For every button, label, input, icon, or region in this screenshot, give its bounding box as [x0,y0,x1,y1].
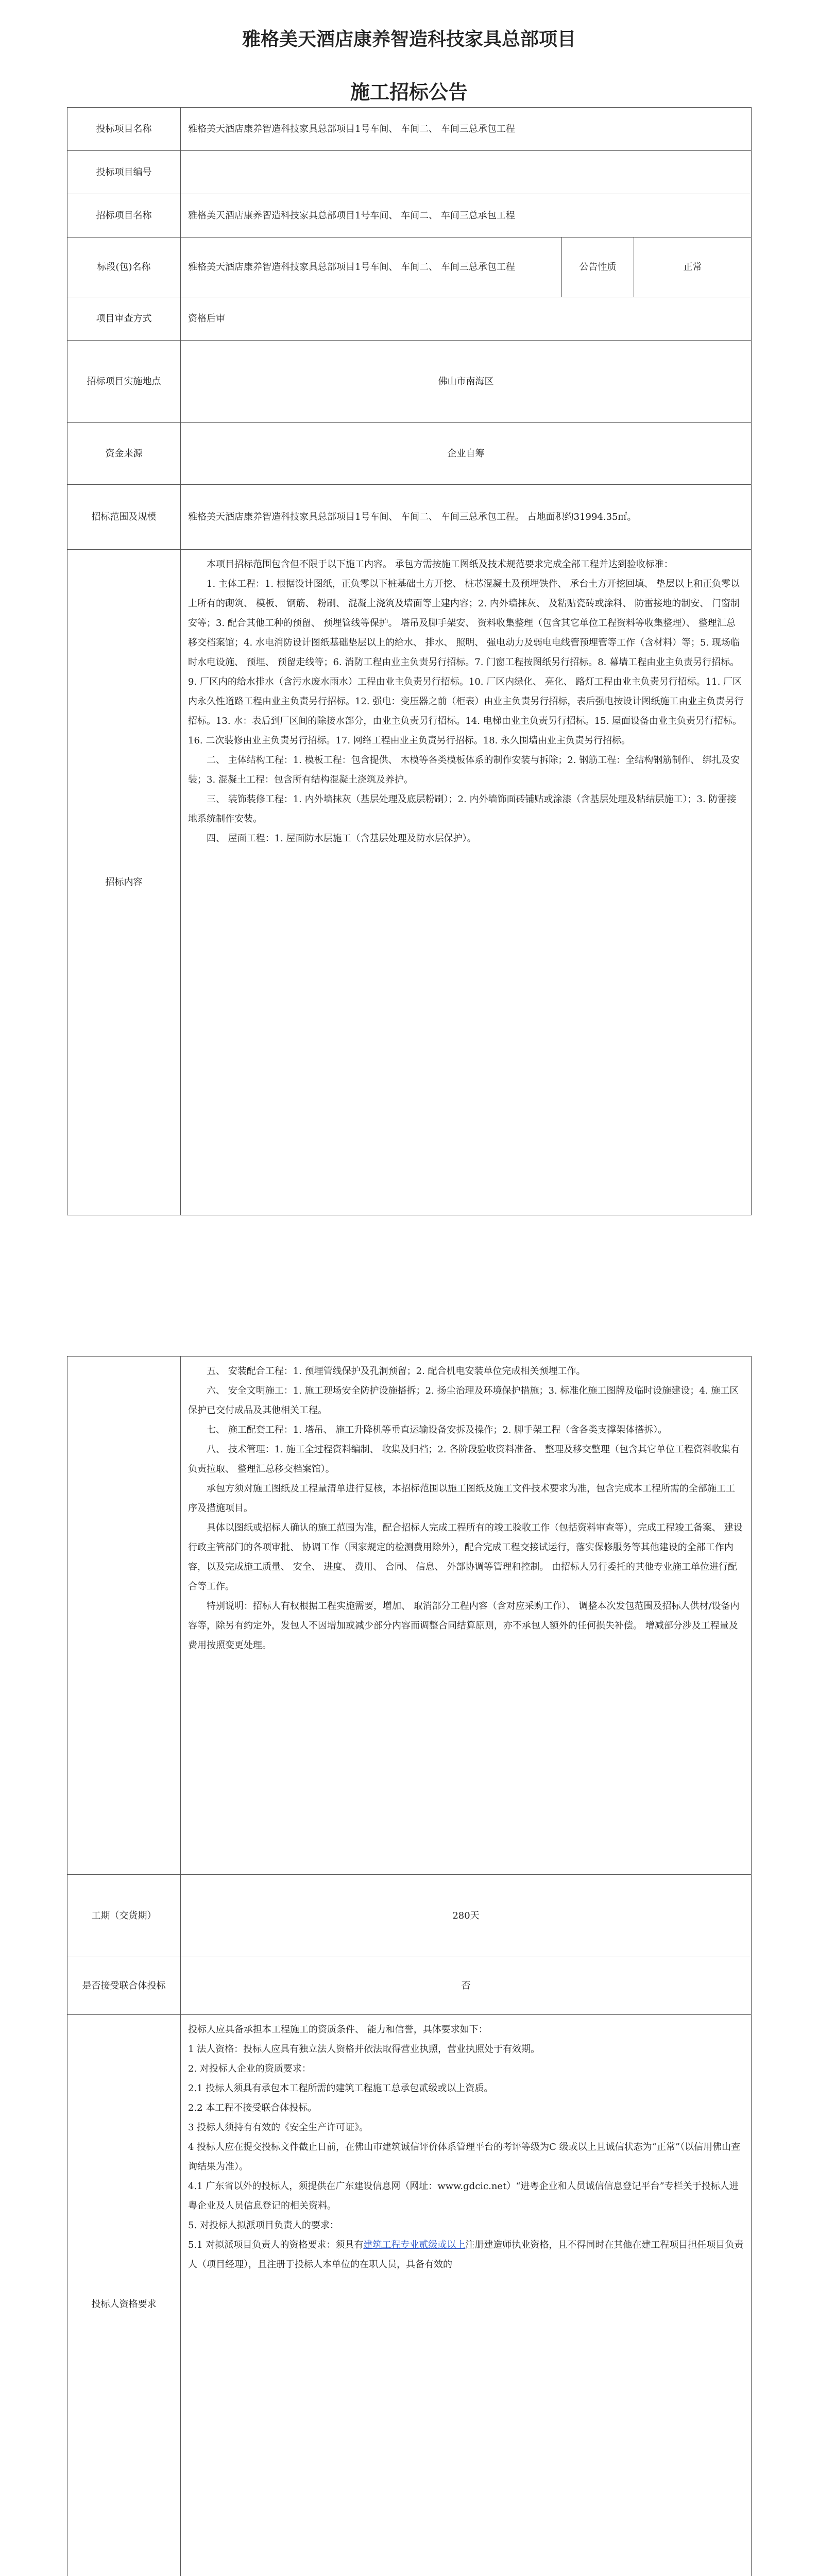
notice-nature: 正常 [634,238,752,297]
label-scope: 招标范围及规模 [67,485,181,550]
qual-para: 2.2 本工程不接受联合体投标。 [188,2103,317,2113]
label-funding: 资金来源 [67,423,181,485]
content-para: 承包方须对施工图纸及工程量清单进行复核，本招标范围以施工图纸及施工文件技术要求为准，包含完成本工程所需的全部施工工序及措施项目。 [188,1483,735,1514]
label-section-name: 招标项目名称 [67,194,181,238]
qualification-block-1 [181,2015,752,2576]
content-para: 八、 技术管理：1. 施工全过程资料编制、 收集及归档；2. 各阶段验收资料准备、 整理及移交整理（包含其它单位工程资料收集有负责拉取、 整理汇总移交档案馆）。 [188,1444,740,1475]
qual-text: 注册建造师执业资格，且不得同时在其他在建工程项目担任项目负责人（项目经理），且注册于投标人本单位的在职人员，具备有效的 [188,2240,744,2270]
content-para: 四、 屋面工程：1. 屋面防水层施工（含基层处理及防水层保护）。 [207,833,476,844]
content-para: 二、 主体结构工程：1. 模板工程：包含提供、 木模等各类模板体系的制作安装与拆除；2. 钢筋工程：全结构钢筋制作、 绑扎及安装；3. 混凝土工程：包含所有结构混凝土浇筑及养护。 [188,755,740,785]
label-project-code: 投标项目编号 [67,151,181,194]
funding: 企业自筹 [181,423,752,485]
label-approval: 项目审查方式 [67,297,181,341]
project-name: 雅格美天酒店康养智造科技家具总部项目1号车间、 车间二、 车间三总承包工程 [181,108,752,151]
content-para: 1. 主体工程：1. 根据设计图纸，正负零以下桩基础土方开挖、 桩芯混凝土及预埋铁件、 承台土方开挖回填、 垫层以上和正负零以上所有的砌筑、 模板、 钢筋、 粉刷、 混凝土浇筑及墙面等土建内容；2. 内外墙抹灰、 及粘贴瓷砖或涂料、 防雷接地的制安、 门窗制安等；3. 配合其他工种的预留、 预埋管线等保护。 塔吊及脚手架安、 资料收集整理（包含其它单位工程资料等收集整理）、 整理汇总移交档案馆；4. 水电消防设计图纸基础垫层以上的给水、 排水、 照明、 强电动力及弱电电线管预埋管等工作（含材料）等；5. 现场临时水电设施、 预埋、 预留走线等；6. 消防工程由业主负责另行招标。7. 门窗工程按图纸另行招标。8. 幕墙工程由业主负责另行招标。9. 厂区内的给水排水（含污水废水雨水）工程由业主负责另行招标。10. 厂区内绿化、 亮化、 路灯工程由业主负责另行招标。11. 厂区内永久性道路工程由业主负责另行招标。12. 强电：变压器之前（柜表）由业主负责另行招标，表后强电按设计图纸施工由业主负责另行招标。13. 水：表后到厂区间的除接水部分，由业主负责另行招标。14. 电梯由业主负责另行招标。15. 屋面设备由业主负责另行招标。16. 二次装修由业主负责另行招标。17. 网络工程由业主负责另行招标。18. 永久围墙由业主负责另行招标。 [188,579,744,746]
doc-subtitle: 施工招标公告 [350,80,468,104]
label-joint-bid: 是否接受联合体投标 [67,1957,181,2015]
content-para: 本项目招标范围包含但不限于以下施工内容。 承包方需按施工图纸及技术规范要求完成全部工程并达到验收标准： [207,559,673,570]
info-table [67,107,752,1215]
project-code [181,151,752,194]
qual-para-5-1 [188,2235,744,2275]
content-para: 三、 装饰装修工程：1. 内外墙抹灰（基层处理及底层粉刷）；2. 内外墙饰面砖铺贴或涂漆（含基层处理及粘结层施工）；3. 防雷接地系统制作安装。 [188,794,737,824]
section-code: 雅格美天酒店康养智造科技家具总部项目1号车间、 车间二、 车间三总承包工程 [181,238,562,297]
label-section-code: 标段(包)名称 [67,238,181,297]
label-project-name: 投标项目名称 [67,108,181,151]
qual-para: 2.1 投标人须具有承包本工程所需的建筑工程施工总承包贰级或以上资质。 [188,2083,493,2094]
content-block-1 [181,550,752,1215]
content-block-2 [181,1357,752,1875]
qual-para: 5. 对投标人拟派项目负责人的要求： [188,2220,339,2231]
approval: 资格后审 [181,297,752,341]
scope: 雅格美天酒店康养智造科技家具总部项目1号车间、 车间二、 车间三总承包工程。 占地面积约31994.35㎡。 [181,485,752,550]
qual-para: 2. 对投标人企业的资质要求： [188,2063,311,2074]
qual-para: 3 投标人须持有有效的《安全生产许可证》。 [188,2122,369,2133]
label-content: 招标内容 [67,550,181,1215]
content-para: 七、 施工配套工程：1. 塔吊、 施工升降机等垂直运输设备安拆及操作；2. 脚手架工程（含各类支撑架体搭拆）。 [207,1425,668,1435]
content-table-2 [67,1356,752,2576]
qual-para: 1 法人资格：投标人应具有独立法人资格并依法取得营业执照，营业执照处于有效期。 [188,2044,540,2055]
joint-bid: 否 [181,1957,752,2015]
section-name: 雅格美天酒店康养智造科技家具总部项目1号车间、 车间二、 车间三总承包工程 [181,194,752,238]
doc-title: 雅格美天酒店康养智造科技家具总部项目 [242,28,576,50]
content-para: 六、 安全文明施工：1. 施工现场安全防护设施搭拆；2. 扬尘治理及环境保护措施；3. 标准化施工图牌及临时设施建设；4. 施工区保护已交付成品及其他相关工程。 [188,1385,739,1416]
qual-para: 4 投标人应在提交投标文件截止日前，在佛山市建筑诚信评价体系管理平台的考评等级为C 级或以上且诚信状态为“正常”（以信用佛山查询结果为准）。 [188,2142,741,2172]
qual-para: 4.1 广东省以外的投标人，须提供在广东建设信息网（网址：www.gdcic.net）“进粤企业和人员诚信信息登记平台”专栏关于投标人进粤企业及人员信息登记的相关资料。 [188,2181,739,2211]
schedule: 280天 [181,1875,752,1957]
label-schedule: 工期（交货期） [67,1875,181,1957]
content-para: 特别说明：招标人有权根据工程实施需要，增加、 取消部分工程内容（含对应采购工作）、 调整本次发包范围及招标人供材/设备内容等，除另有约定外，发包人不因增加或减少部分内容而调整合同结算原则，亦不承包人额外的任何损失补偿。 增减部分涉及工程量及费用按照变更处理。 [188,1601,740,1651]
label-location: 招标项目实施地点 [67,341,181,423]
label-qualification: 投标人资格要求 [67,2015,181,2576]
content-para: 五、 安装配合工程：1. 预埋管线保护及孔洞预留；2. 配合机电安装单位完成相关预埋工作。 [207,1366,586,1377]
qual-link[interactable]: 建筑工程专业贰级或以上 [363,2240,466,2250]
content-para: 具体以图纸或招标人确认的施工范围为准，配合招标人完成工程所有的竣工验收工作（包括资料审查等），完成工程竣工备案、 建设行政主管部门的各项审批、 协调工作（国家规定的检测费用除外），配合完成工程交接试运行，落实保修服务等其他建设的全部工作内容，以及完成施工质量、 安全、 进度、 费用、 合同、 信息、 外部协调等管理和控制。 由招标人另行委托的其他专业施工单位进行配合等工作。 [188,1522,743,1592]
qual-text: 5.1 对拟派项目负责人的资格要求：须具有 [188,2240,364,2250]
qual-para: 投标人应具备承担本工程施工的资质条件、 能力和信誉，具体要求如下： [188,2024,488,2035]
label-notice-nature: 公告性质 [562,238,634,297]
location: 佛山市南海区 [181,341,752,423]
